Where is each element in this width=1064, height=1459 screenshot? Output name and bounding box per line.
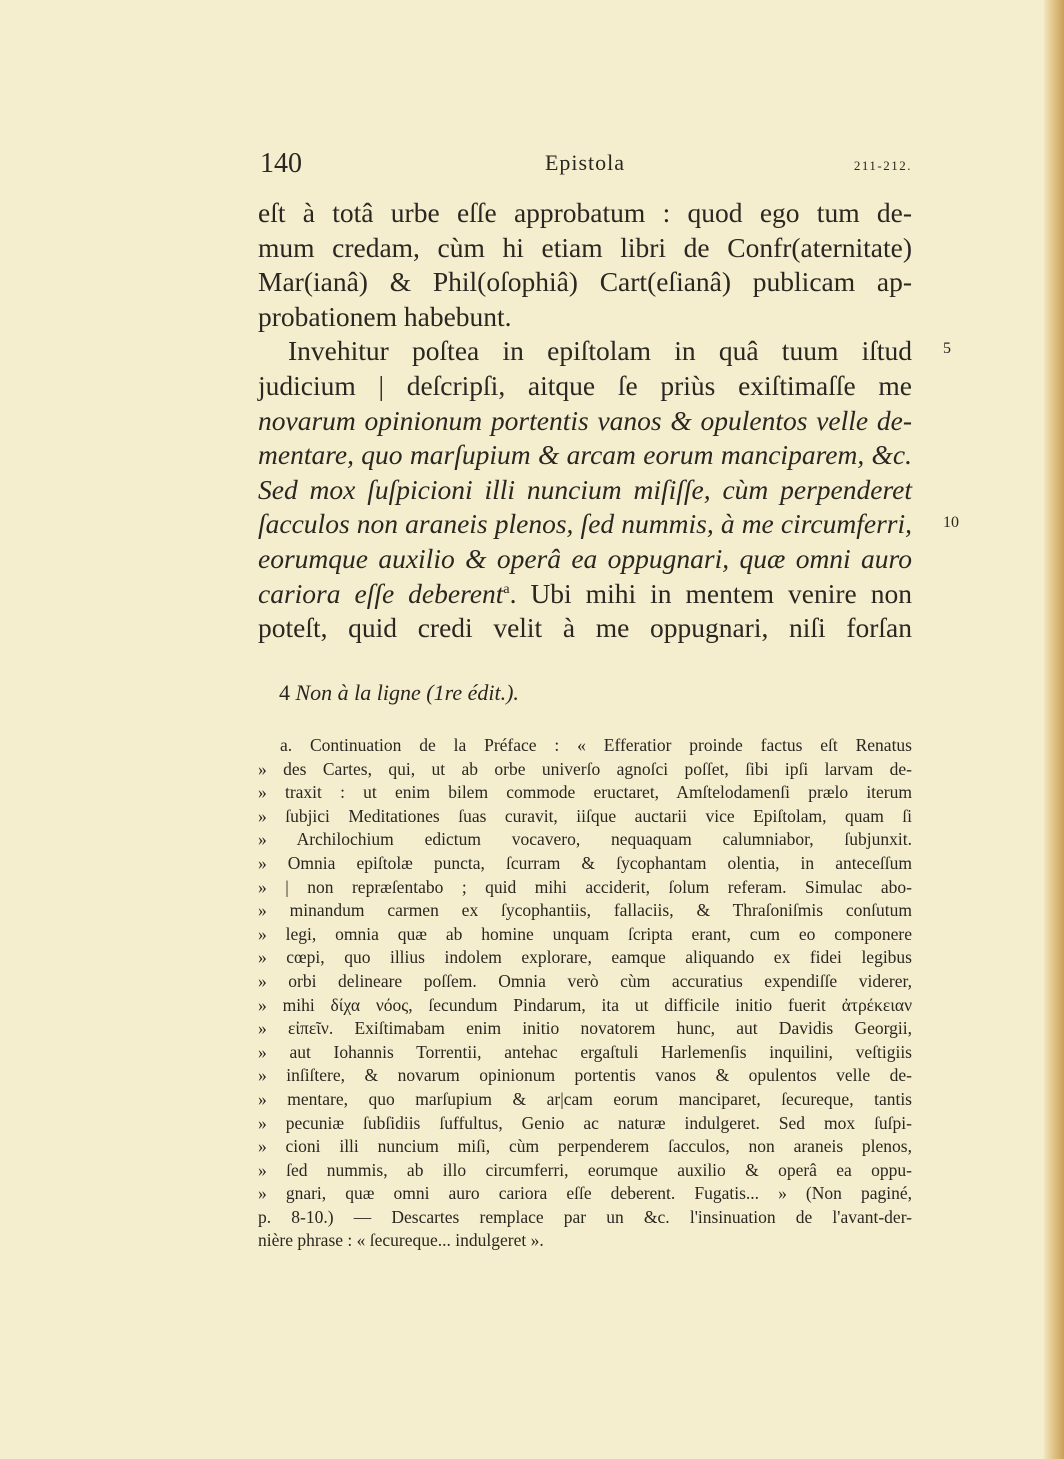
footnote-line: » aut Iohannis Torrentii, antehac ergaſtuli Harlemenſis inquilini, veſtigiis bbox=[258, 1041, 912, 1062]
footnote-line: » minandum carmen ex ſycophantiis, fallaciis, & Thraſoniſmis conſutum bbox=[258, 900, 912, 921]
footnote-line: » orbi delineare poſſem. Omnia verò cùm accuratius expendiſſe viderer, bbox=[258, 970, 912, 991]
variant-note-text: Non à la ligne bbox=[295, 680, 421, 705]
footnote-line: » cœpi, quo illius indolem explorare, eamque aliquando ex fidei legibus bbox=[258, 947, 912, 968]
footnote-line: » Omnia epiſtolæ puncta, ſcurram & ſycophantam olentia, in anteceſſum bbox=[258, 852, 912, 873]
footnote-line: » legi, omnia quæ ab homine unquam ſcripta erant, cum eo componere bbox=[258, 923, 912, 944]
footnote-marker: a bbox=[503, 581, 510, 597]
text-line: Sed mox ſuſpicioni illi nuncium miſiſſe, cùm perpenderet bbox=[258, 473, 912, 505]
text-line bbox=[258, 577, 912, 612]
footnote-line: » gnari, quæ omni auro cariora eſſe deberent. Fugatis... » (Non paginé, bbox=[258, 1183, 912, 1204]
text-line: probationem habebunt. bbox=[258, 300, 512, 332]
text-line-continuation: . Ubi mihi in mentem venire non bbox=[509, 577, 912, 609]
text-line: mum credam, cùm hi etiam libri de Confr(aternitate) bbox=[258, 231, 912, 263]
page-number: 140 bbox=[260, 148, 302, 179]
text-line: judicium | deſcripſi, aitque ſe priùs exiſtimaſſe me bbox=[258, 369, 912, 401]
footnote-line: » εἰπεῖν. Exiſtimabam enim initio novatorem hunc, aut Davidis Georgii, bbox=[258, 1018, 912, 1039]
variant-note-edition: (1re édit.). bbox=[426, 680, 519, 705]
text-line: novarum opinionum portentis vanos & opulentos velle de- bbox=[258, 404, 912, 436]
footnote-line: p. 8-10.) — Descartes remplace par un &c. l'insinuation de l'avant-der- bbox=[258, 1206, 912, 1227]
running-title: Epistola bbox=[544, 150, 626, 175]
variant-note-number: 4 bbox=[279, 680, 290, 705]
text-line: mentare, quo marſupium & arcam eorum manciparem, &c. bbox=[258, 439, 912, 471]
footnote-line: a. Continuation de la Préface : « Efferatior proinde factus eſt Renatus bbox=[280, 735, 912, 755]
footnote-line: » cioni illi nuncium miſi, cùm perpenderem ſacculos, non araneis plenos, bbox=[258, 1136, 912, 1157]
footnotes bbox=[258, 734, 912, 1253]
page-edge bbox=[1044, 0, 1064, 1459]
running-header bbox=[258, 148, 912, 182]
line-number: 10 bbox=[943, 514, 959, 531]
footnote-line: » mentare, quo marſupium & ar|cam eorum manciparet, ſecureque, tantis bbox=[258, 1088, 912, 1109]
footnote-line: » des Cartes, qui, ut ab orbe univerſo agnoſci poſſet, ſibi ipſi larvam de- bbox=[258, 758, 912, 779]
footnote-line: » inſiſtere, & novarum opinionum portentis vanos & opulentos velle de- bbox=[258, 1065, 912, 1086]
footnote-line: » ſed nummis, ab illo circumferri, eorumque auxilio & operâ ea oppu- bbox=[258, 1159, 912, 1180]
text-line: Mar(ianâ) & Phil(oſophiâ) Cart(eſianâ) publicam ap- bbox=[258, 266, 912, 298]
text-line: ſacculos non araneis plenos, ſed nummis, à me circumferri, bbox=[258, 508, 912, 540]
footnote-line: » mihi δίχα νόος, ſecundum Pindarum, ita ut difficile initio fuerit ἀτρέκειαν bbox=[258, 994, 912, 1015]
footnote-line: » traxit : ut enim bilem commode eructaret, Amſtelodamenſi prælo iterum bbox=[258, 782, 912, 803]
footnote-line: » ſubjici Meditationes ſuas curavit, iiſque auctarii vice Epiſtolam, quam ſi bbox=[258, 805, 912, 826]
footnote-line: » Archilochium edictum vocavero, nequaquam calumniabor, ſubjunxit. bbox=[258, 829, 912, 850]
text-line: Invehitur poſtea in epiſtolam in quâ tuum iſtud bbox=[288, 335, 912, 367]
footnote-line: nière phrase : « ſecureque... indulgeret ». bbox=[258, 1230, 544, 1251]
footnote-line: » | non repræſentabo ; quid mihi acciderit, ſolum referam. Simulac abo- bbox=[258, 876, 912, 897]
line-number: 5 bbox=[943, 340, 951, 357]
variant-note bbox=[279, 680, 519, 706]
text-line: eorumque auxilio & operâ ea oppugnari, quæ omni auro bbox=[258, 542, 912, 574]
text-line: eſt à totâ urbe eſſe approbatum : quod ego tum de- bbox=[258, 197, 912, 228]
page-range: 211-212. bbox=[853, 158, 912, 173]
main-text bbox=[258, 196, 912, 646]
footnote-line: » pecuniæ ſubſidiis ſuffultus, Genio ac naturæ indulgeret. Sed mox ſuſpi- bbox=[258, 1112, 912, 1133]
text-line: poteſt, quid credi velit à me oppugnari, niſi forſan bbox=[258, 612, 912, 644]
text-line-italic: cariora eſſe deberent bbox=[258, 577, 504, 609]
